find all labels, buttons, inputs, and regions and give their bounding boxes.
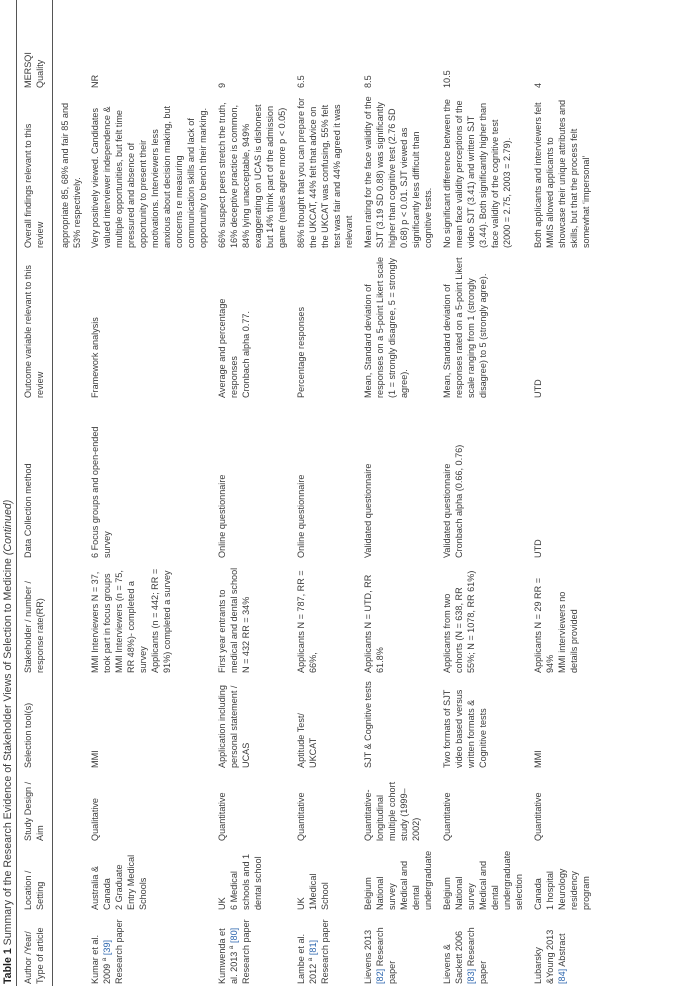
table-row xyxy=(529,0,596,986)
cell-data-collection xyxy=(292,400,359,560)
cell-location xyxy=(213,843,292,912)
data-collection-text: Validated questionnaire xyxy=(442,463,452,558)
data-collection-text: UTD xyxy=(533,539,543,558)
cell-study-design xyxy=(292,770,359,843)
article-type: Research paper xyxy=(320,919,330,984)
findings-text: Both applicants and interviewers felt MMIS allowed applicants to showcase their unique attributes and skills, but that the process felt somewhat ‘impersonal’ xyxy=(533,99,591,248)
quality-score: 4 xyxy=(533,82,543,88)
location-line: National survey xyxy=(454,876,476,910)
data-collection-text: Online questionnaire xyxy=(296,474,306,558)
cell-study-design xyxy=(213,770,292,843)
summary-table xyxy=(16,0,596,986)
cell-author xyxy=(529,912,596,986)
cell-outcome xyxy=(529,250,596,400)
article-type: Research paper xyxy=(114,919,124,984)
location-line: 2 Graduate Entry Medical Schools xyxy=(114,854,148,910)
cell-quality xyxy=(86,0,213,90)
cell-selection-tool xyxy=(529,675,596,770)
table-caption: Summary of the Research Evidence of Stakeholder Views of Selection to Medicine xyxy=(2,558,14,946)
stakeholder-line: Applicants N = 29 RR = 94% xyxy=(533,577,555,673)
stakeholder-line: Applicants from two cohorts (N = 638, RR 55%; N = 1078, RR 61%) xyxy=(442,570,476,673)
cell-outcome xyxy=(86,250,213,400)
selection-tool-text: Aptitude Test/ UKCAT xyxy=(296,713,318,768)
selection-tool-text: Application including personal statement / UCAS xyxy=(217,685,251,768)
quality-score: NR xyxy=(90,74,100,88)
header-study-design: Study Design / Aim xyxy=(17,770,53,843)
cell-location xyxy=(292,843,359,912)
cell-location xyxy=(53,843,87,912)
findings-text: Mean rating for the face validity of the SJT (3.19 SD 0.88) was significantly higher than cognitive test (2.76 SD 0.68) p < 0.01. SJT viewed as significantly less difficult than cognitive tests. xyxy=(363,96,433,248)
study-design-text: Quantitative xyxy=(442,792,452,841)
data-collection-text: Cronbach alpha (0.66, 0.76) xyxy=(454,444,464,558)
author-name: Lubarsky &Young 2013 xyxy=(533,929,555,984)
header-row xyxy=(17,0,53,986)
header-data-collection: Data Collection method xyxy=(17,400,53,560)
cell-selection-tool xyxy=(213,675,292,770)
study-design-text: Quantitative xyxy=(533,792,543,841)
stakeholder-line: Applicants (n = 442; RR = 91%) completed a survey xyxy=(150,568,172,673)
cell-author xyxy=(86,912,213,986)
cell-findings xyxy=(529,90,596,250)
author-superscript: a xyxy=(100,957,108,962)
selection-tool-text: MMI xyxy=(533,750,543,768)
table-title xyxy=(1,500,15,984)
header-selection-tool: Selection tool(s) xyxy=(17,675,53,770)
table-row xyxy=(359,0,438,986)
header-stakeholder: Stakeholder / number / response rate(RR) xyxy=(17,560,53,675)
stakeholder-line: MMI Interviewers (n = 75, RR 48%)- completed a survey xyxy=(114,570,148,673)
cell-selection-tool xyxy=(86,675,213,770)
data-collection-text: Online questionnaire xyxy=(217,474,227,558)
findings-text: No significant difference between the mean face validity perceptions of the video SJT (3.41) and written SJT (3.44). Both significantly higher than face validity of the cognitive test (2000 = 2.75, 2003 = 2.79). xyxy=(442,99,512,248)
cell-quality xyxy=(438,0,529,90)
table-row xyxy=(292,0,359,986)
cell-data-collection xyxy=(529,400,596,560)
cell-quality xyxy=(213,0,292,90)
location-line: Belgium xyxy=(442,877,452,910)
location-line: UK xyxy=(217,897,227,910)
cell-author xyxy=(213,912,292,986)
quality-score: 9 xyxy=(217,82,227,88)
findings-text: 86% thought that you can prepare for the UKCAT, 44% felt that advice on the UKCAT was confusing, 55% felt test was fair and 44% agreed it was relevant xyxy=(296,97,354,248)
cell-stakeholder xyxy=(213,560,292,675)
reference-link[interactable]: [39] xyxy=(102,939,112,956)
cell-stakeholder xyxy=(292,560,359,675)
study-design-text: Quantitative xyxy=(296,792,306,841)
cell-outcome xyxy=(359,250,438,400)
cell-stakeholder xyxy=(53,560,87,675)
location-line: 6 Medical schools and 1 dental school xyxy=(229,853,263,910)
cell-findings xyxy=(438,90,529,250)
reference-link[interactable]: [82] xyxy=(375,968,385,984)
quality-score: 6.5 xyxy=(296,75,306,88)
cell-data-collection xyxy=(213,400,292,560)
stakeholder-line: Applicants N = UTD, RR 61.8% xyxy=(363,574,385,673)
table-row-continued xyxy=(53,0,87,986)
data-collection-text: 6 Focus groups and open-ended survey xyxy=(90,426,112,558)
cell-author xyxy=(53,912,87,986)
cell-findings xyxy=(86,90,213,250)
cell-location xyxy=(359,843,438,912)
cell-outcome xyxy=(53,250,87,400)
cell-selection-tool xyxy=(359,675,438,770)
cell-stakeholder xyxy=(529,560,596,675)
cell-author xyxy=(438,912,529,986)
author-name: Lievens & Sackett 2006 xyxy=(442,930,464,984)
cell-study-design xyxy=(53,770,87,843)
cell-study-design xyxy=(529,770,596,843)
stakeholder-line: MMI Interviewers N = 37, took part in focus groups xyxy=(90,571,112,673)
table-row xyxy=(213,0,292,986)
quality-score: 10.5 xyxy=(442,70,452,88)
outcome-text: Average and percentage responses xyxy=(217,298,239,398)
cell-outcome xyxy=(213,250,292,400)
cell-location xyxy=(529,843,596,912)
article-type: Research paper xyxy=(375,927,397,984)
location-line: UK xyxy=(296,897,306,910)
cell-outcome xyxy=(438,250,529,400)
cell-study-design xyxy=(86,770,213,843)
quality-score: 8.5 xyxy=(363,75,373,88)
article-type: Research paper xyxy=(241,919,251,984)
location-line: Australia & Canada xyxy=(90,866,112,910)
table-number: Table 1 xyxy=(2,948,14,984)
data-collection-text: Validated questionnaire xyxy=(363,463,373,558)
author-name: Kumar et al. 2009 xyxy=(90,934,112,984)
table-continued-note: (Continued) xyxy=(2,499,14,556)
reference-link[interactable]: [81] xyxy=(308,939,318,956)
cell-author xyxy=(359,912,438,986)
cell-location xyxy=(438,843,529,912)
outcome-text: Percentage responses xyxy=(296,307,306,398)
location-line: Belgium xyxy=(363,877,373,910)
cell-quality xyxy=(53,0,87,90)
outcome-text: Framework analysis xyxy=(90,317,100,398)
cell-selection-tool xyxy=(438,675,529,770)
cell-findings xyxy=(53,90,87,250)
author-name: Lievens 2013 xyxy=(363,929,373,984)
outcome-text: Mean, Standard deviation of responses rated on a 5-point Likert scale ranging from 1 (strongly disagree) to 5 (strongly agree). xyxy=(442,257,488,398)
study-design-text: Quantitative xyxy=(217,792,227,841)
author-superscript: a xyxy=(306,957,314,962)
cell-outcome xyxy=(292,250,359,400)
cell-findings xyxy=(292,90,359,250)
author-name: Kumwenda et al. 2013 xyxy=(217,928,239,984)
cell-stakeholder xyxy=(438,560,529,675)
findings-text: Very positively viewed. Candidates valued interviewer independence & multiple opportunities, but felt time pressured and absence of opportunity to present their motivations. Interviewers less anxious about decision making, but concerns re measuring communication skills and lack of opportunity to bench their marking. xyxy=(90,105,208,248)
header-findings: Overall findings relevant to this review xyxy=(17,90,53,250)
stakeholder-line: Applicants N = 787, RR = 66%, xyxy=(296,570,318,673)
location-line: Medical and dental undergraduate selection xyxy=(478,850,524,910)
header-outcome: Outcome variable relevant to this review xyxy=(17,250,53,400)
cell-selection-tool xyxy=(53,675,87,770)
article-type: Research paper xyxy=(466,927,488,984)
selection-tool-text: SJT & Cognitive tests xyxy=(363,681,373,768)
outcome-text: UTD xyxy=(533,379,543,398)
stakeholder-line: MMI interviewers no details provided xyxy=(557,591,579,673)
study-design-text: Qualitative xyxy=(90,798,100,841)
stakeholder-line: First year entrants to medical and dental school N = 432 RR = 34% xyxy=(217,567,251,673)
findings-text: appropriate 85, 68% and fair 85 and 53% respectively. xyxy=(60,102,82,248)
author-superscript: a xyxy=(227,945,235,950)
cell-findings xyxy=(213,90,292,250)
cell-stakeholder xyxy=(359,560,438,675)
cell-data-collection xyxy=(359,400,438,560)
cell-stakeholder xyxy=(86,560,213,675)
cell-findings xyxy=(359,90,438,250)
cell-quality xyxy=(359,0,438,90)
location-line: Canada xyxy=(533,878,543,910)
cell-data-collection xyxy=(438,400,529,560)
cell-location xyxy=(86,843,213,912)
reference-link[interactable]: [80] xyxy=(229,927,239,943)
selection-tool-text: MMI xyxy=(90,750,100,768)
cell-quality xyxy=(529,0,596,90)
cell-quality xyxy=(292,0,359,90)
location-line: 1 hospital Neurology residency program xyxy=(545,868,591,910)
header-author: Author /Year/ Type of article xyxy=(17,912,53,986)
location-line: Medical and dental undergraduate xyxy=(399,850,433,910)
cell-study-design xyxy=(438,770,529,843)
header-quality: MERSQI Quality xyxy=(17,0,53,90)
location-line: National survey xyxy=(375,876,397,910)
reference-link[interactable]: [84] xyxy=(557,968,567,984)
cell-study-design xyxy=(359,770,438,843)
study-design-text: Quantitative- longitudinal multiple cohort study (1999–2002) xyxy=(363,781,421,841)
article-type: Abstract xyxy=(557,933,567,967)
table-row xyxy=(86,0,213,986)
outcome-text: Mean, Standard deviation of responses on a 5-point Likert scale (1 = strongly disagree, 5 = strongly agree). xyxy=(363,256,409,398)
table-row xyxy=(438,0,529,986)
location-line: 1Medical School xyxy=(308,873,330,910)
cell-data-collection xyxy=(53,400,87,560)
cell-author xyxy=(292,912,359,986)
cell-data-collection xyxy=(86,400,213,560)
reference-link[interactable]: [83] xyxy=(466,968,476,984)
outcome-text: Cronbach alpha 0.77. xyxy=(241,311,251,398)
findings-text: 66% suspect peers stretch the truth, 16% deceptive practice is common, 84% lying unacceptable, 949% exaggerating on UCAS is dishonest but 14% think part of the admission game (males agree more p < 0.05) xyxy=(217,102,287,248)
selection-tool-text: Two formats of SJT video based versus written formats & Cognitive tests xyxy=(442,689,488,768)
header-location: Location / Setting xyxy=(17,843,53,912)
cell-selection-tool xyxy=(292,675,359,770)
author-name: Lambe et al. 2012 xyxy=(296,933,318,984)
